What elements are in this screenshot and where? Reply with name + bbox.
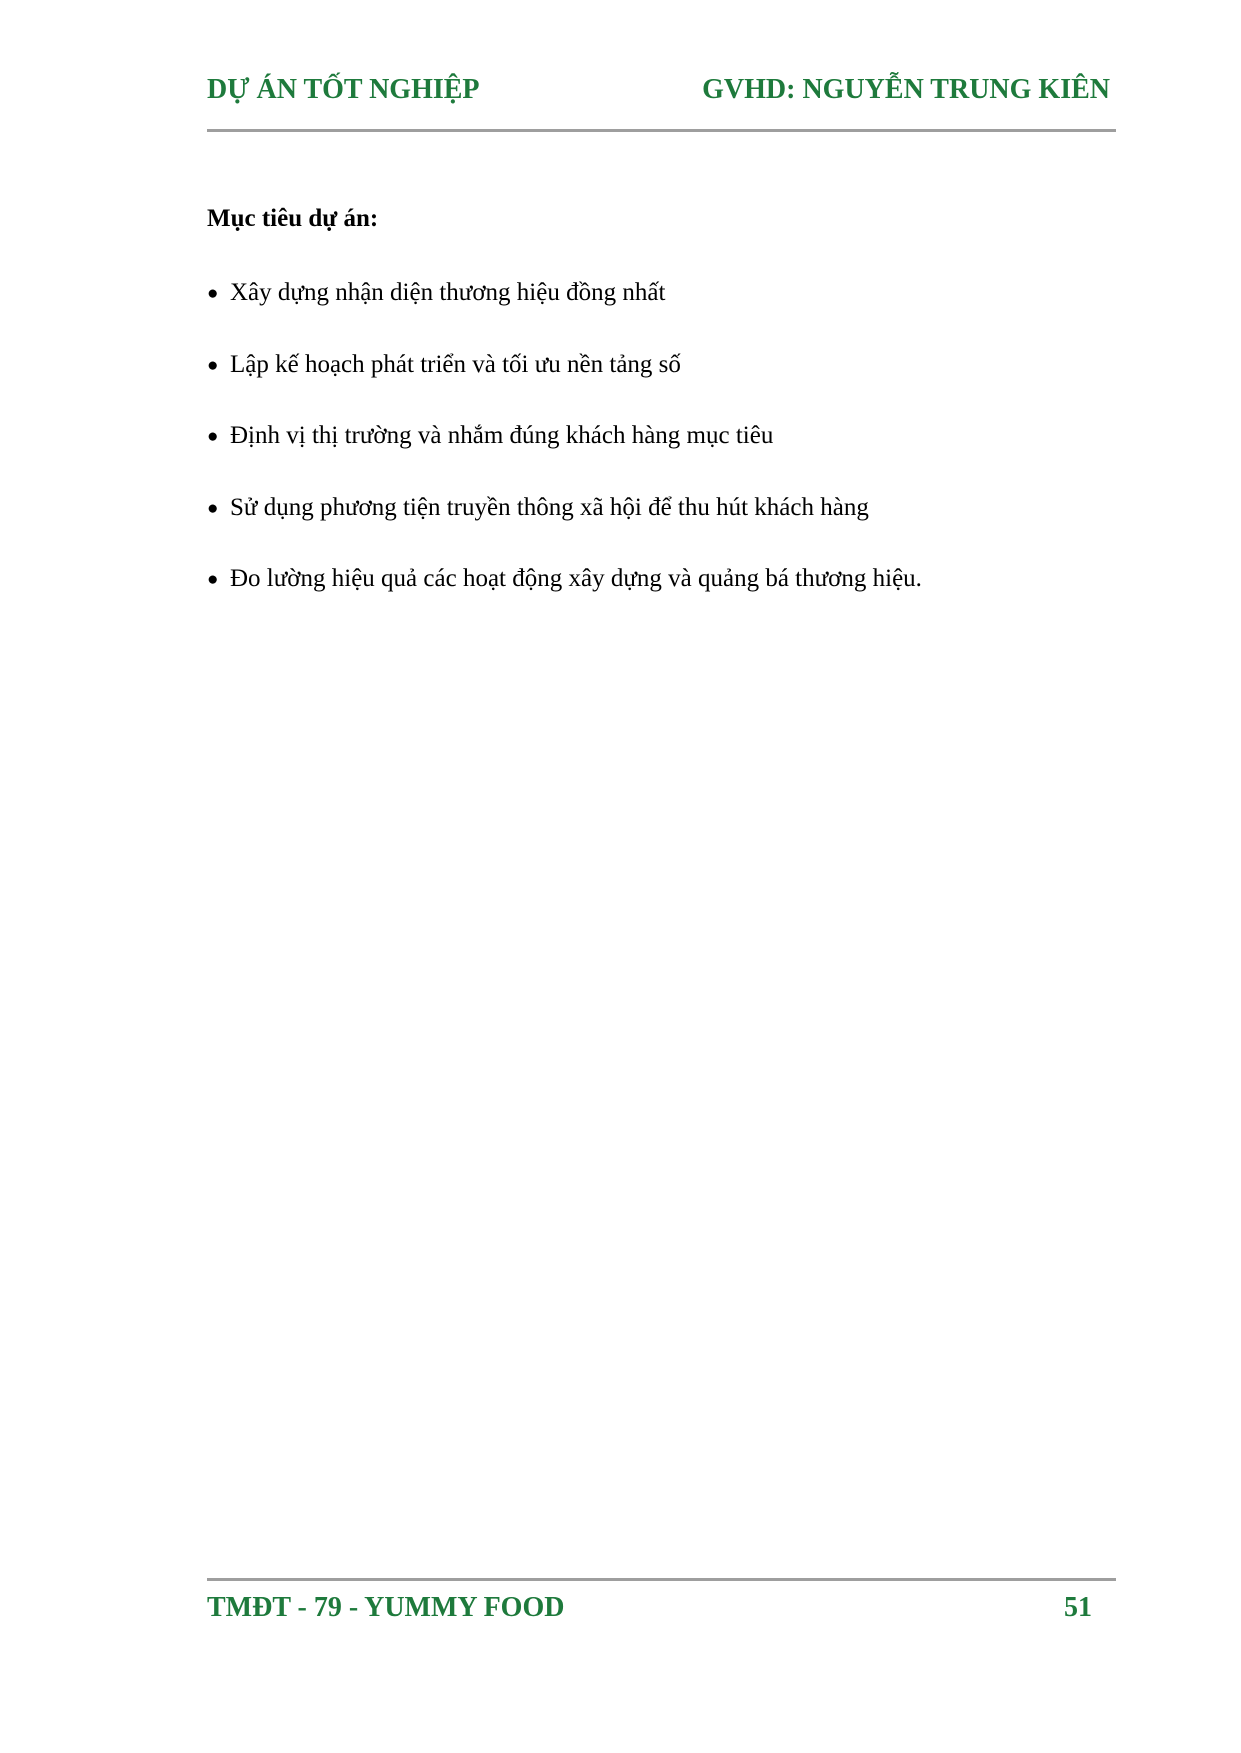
page-header <box>207 70 1116 130</box>
list-item <box>207 491 922 563</box>
header-divider <box>207 129 1116 132</box>
list-item-text: Lập kế hoạch phát triển và tối ưu nền tảng số <box>230 350 681 378</box>
list-item-text: Sử dụng phương tiện truyền thông xã hội để thu hút khách hàng <box>230 493 869 521</box>
list-item-text: Đo lường hiệu quả các hoạt động xây dựng và quảng bá thương hiệu. <box>230 565 922 592</box>
bullet-icon: ● <box>207 283 219 304</box>
section-title: Mục tiêu dự án: <box>207 205 379 232</box>
objectives-list <box>207 276 922 634</box>
header-project-title: DỰ ÁN TỐT NGHIỆP <box>207 74 480 105</box>
footer-project-name: TMĐT - 79 - YUMMY FOOD <box>207 1592 565 1623</box>
bullet-icon: ● <box>207 354 219 376</box>
footer-divider <box>207 1578 1116 1581</box>
list-item-text: Xây dựng nhận diện thương hiệu đồng nhất <box>230 279 666 306</box>
bullet-icon: ● <box>207 569 219 590</box>
bullet-icon: ● <box>207 497 219 519</box>
list-item <box>207 562 922 634</box>
header-supervisor: GVHD: NGUYỄN TRUNG KIÊN <box>702 74 1110 105</box>
list-item-text: Định vị thị trường và nhắm đúng khách hàng mục tiêu <box>230 422 774 449</box>
list-item <box>207 276 922 348</box>
bullet-icon: ● <box>207 426 219 447</box>
list-item <box>207 348 922 420</box>
page-number: 51 <box>1064 1592 1092 1623</box>
page-footer <box>207 1578 1116 1628</box>
list-item <box>207 419 922 491</box>
